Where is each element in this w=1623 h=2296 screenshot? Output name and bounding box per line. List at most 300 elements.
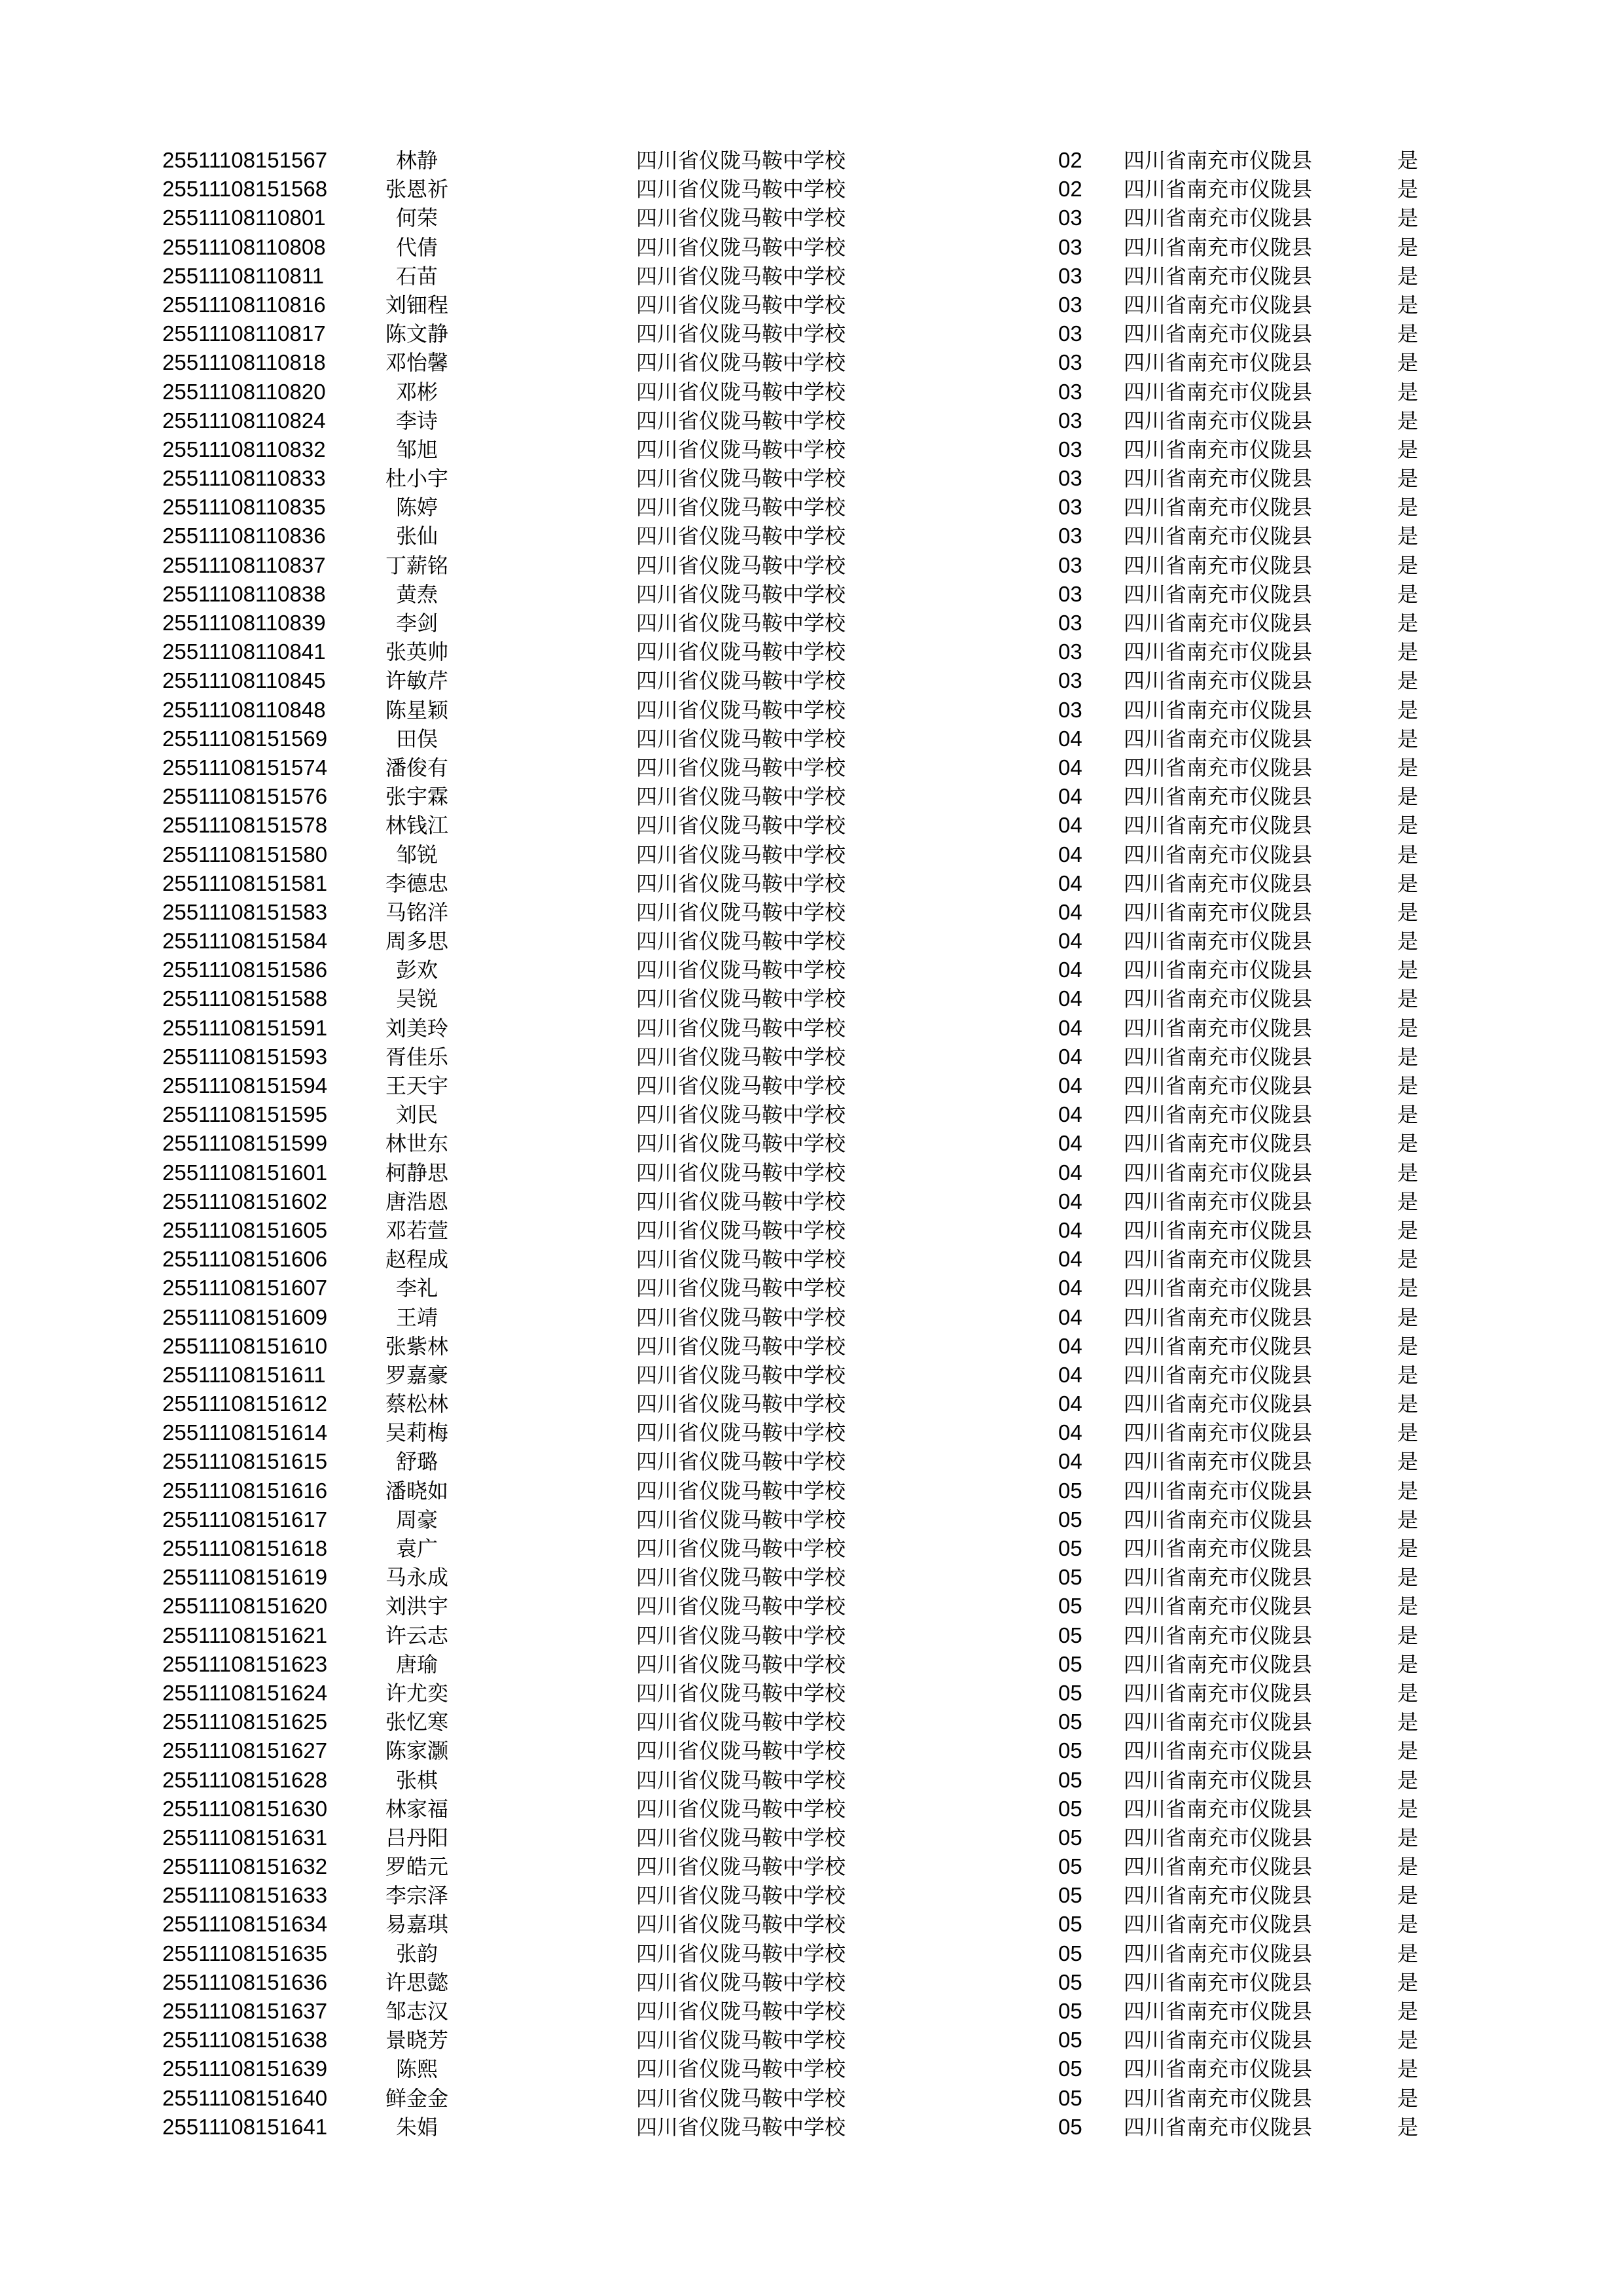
- table-row: [0, 984, 1623, 1013]
- table-row: [0, 2084, 1623, 2113]
- region-cell: 四川省南充市仪陇县: [1124, 726, 1313, 751]
- table-row: [0, 464, 1623, 493]
- class-number-cell: 03: [1058, 697, 1082, 722]
- exam-id-cell: 25511108151574: [162, 755, 328, 780]
- class-number-cell: 03: [1058, 437, 1082, 461]
- eligibility-flag-cell: 是: [1397, 1015, 1419, 1041]
- school-cell: 四川省仪陇马鞍中学校: [636, 1131, 846, 1157]
- table-row: [0, 319, 1623, 348]
- school-cell: 四川省仪陇马鞍中学校: [636, 1912, 846, 1937]
- eligibility-flag-cell: 是: [1397, 870, 1419, 896]
- table-row: [0, 1736, 1623, 1765]
- school-cell: 四川省仪陇马鞍中学校: [636, 350, 846, 376]
- class-number-cell: 03: [1058, 263, 1082, 288]
- region-cell: 四川省南充市仪陇县: [1124, 177, 1313, 202]
- school-cell: 四川省仪陇马鞍中学校: [636, 668, 846, 694]
- class-number-cell: 05: [1058, 2085, 1082, 2110]
- exam-id-cell: 25511108110841: [162, 639, 326, 664]
- exam-id-cell: 25511108151638: [162, 2028, 328, 2053]
- school-cell: 四川省仪陇马鞍中学校: [636, 1044, 846, 1069]
- exam-id-cell: 25511108151632: [162, 1854, 328, 1879]
- eligibility-flag-cell: 是: [1397, 206, 1419, 231]
- eligibility-flag-cell: 是: [1397, 1623, 1419, 1648]
- student-name-cell: 李宗泽: [385, 1883, 448, 1909]
- school-cell: 四川省仪陇马鞍中学校: [636, 1738, 846, 1764]
- class-number-cell: 03: [1058, 379, 1082, 404]
- school-cell: 四川省仪陇马鞍中学校: [636, 1304, 846, 1330]
- eligibility-flag-cell: 是: [1397, 1478, 1419, 1503]
- eligibility-flag-cell: 是: [1397, 2114, 1419, 2140]
- eligibility-flag-cell: 是: [1397, 1738, 1419, 1764]
- exam-id-cell: 25511108151634: [162, 1912, 328, 1937]
- student-name-cell: 景晓芳: [385, 2028, 448, 2053]
- school-cell: 四川省仪陇马鞍中学校: [636, 1565, 846, 1590]
- region-cell: 四川省南充市仪陇县: [1124, 1536, 1313, 1561]
- student-name-cell: 马永成: [385, 1565, 448, 1590]
- region-cell: 四川省南充市仪陇县: [1124, 755, 1313, 780]
- table-row: [0, 1852, 1623, 1881]
- class-number-cell: 05: [1058, 1912, 1082, 1937]
- table-row: [0, 1274, 1623, 1302]
- student-name-cell: 李礼: [395, 1276, 438, 1301]
- table-row: [0, 956, 1623, 984]
- class-number-cell: 04: [1058, 899, 1082, 924]
- school-cell: 四川省仪陇马鞍中学校: [636, 639, 846, 665]
- school-cell: 四川省仪陇马鞍中学校: [636, 1333, 846, 1359]
- class-number-cell: 05: [1058, 1623, 1082, 1647]
- exam-id-cell: 25511108151631: [162, 1825, 328, 1850]
- class-number-cell: 05: [1058, 1594, 1082, 1619]
- region-cell: 四川省南充市仪陇县: [1124, 1131, 1313, 1157]
- region-cell: 四川省南充市仪陇县: [1124, 697, 1313, 723]
- table-row: [0, 1795, 1623, 1823]
- school-cell: 四川省仪陇马鞍中学校: [636, 1276, 846, 1301]
- exam-id-cell: 25511108151591: [162, 1015, 328, 1040]
- region-cell: 四川省南充市仪陇县: [1124, 1420, 1313, 1446]
- class-number-cell: 04: [1058, 1073, 1082, 1098]
- school-cell: 四川省仪陇马鞍中学校: [636, 2085, 846, 2111]
- eligibility-flag-cell: 是: [1397, 1160, 1419, 1185]
- table-row: [0, 666, 1623, 695]
- table-row: [0, 637, 1623, 666]
- eligibility-flag-cell: 是: [1397, 899, 1419, 925]
- class-number-cell: 04: [1058, 1131, 1082, 1156]
- school-cell: 四川省仪陇马鞍中学校: [636, 148, 846, 173]
- eligibility-flag-cell: 是: [1397, 1969, 1419, 1995]
- eligibility-flag-cell: 是: [1397, 2085, 1419, 2111]
- school-cell: 四川省仪陇马鞍中学校: [636, 1680, 846, 1706]
- class-number-cell: 05: [1058, 1883, 1082, 1908]
- region-cell: 四川省南充市仪陇县: [1124, 2028, 1313, 2053]
- eligibility-flag-cell: 是: [1397, 1796, 1419, 1821]
- eligibility-flag-cell: 是: [1397, 1941, 1419, 1966]
- exam-id-cell: 25511108110837: [162, 552, 326, 577]
- school-cell: 四川省仪陇马鞍中学校: [636, 726, 846, 751]
- exam-id-cell: 25511108151640: [162, 2085, 328, 2110]
- exam-id-cell: 25511108151625: [162, 1710, 328, 1734]
- eligibility-flag-cell: 是: [1397, 1304, 1419, 1330]
- class-number-cell: 03: [1058, 350, 1082, 375]
- exam-id-cell: 25511108151615: [162, 1449, 328, 1474]
- table-row: [0, 869, 1623, 898]
- exam-id-cell: 25511108151635: [162, 1941, 328, 1965]
- student-name-cell: 朱娟: [395, 2114, 438, 2140]
- exam-id-cell: 25511108151628: [162, 1767, 328, 1792]
- eligibility-flag-cell: 是: [1397, 813, 1419, 838]
- school-cell: 四川省仪陇马鞍中学校: [636, 1594, 846, 1619]
- school-cell: 四川省仪陇马鞍中学校: [636, 2114, 846, 2140]
- eligibility-flag-cell: 是: [1397, 1276, 1419, 1301]
- table-row: [0, 1823, 1623, 1852]
- table-row: [0, 1390, 1623, 1418]
- class-number-cell: 04: [1058, 1333, 1082, 1358]
- region-cell: 四川省南充市仪陇县: [1124, 1478, 1313, 1503]
- table-row: [0, 1303, 1623, 1332]
- region-cell: 四川省南充市仪陇县: [1124, 1565, 1313, 1590]
- table-row: [0, 898, 1623, 927]
- student-name-cell: 刘洪宇: [385, 1594, 448, 1619]
- school-cell: 四川省仪陇马鞍中学校: [636, 1420, 846, 1446]
- eligibility-flag-cell: 是: [1397, 524, 1419, 549]
- student-name-cell: 吕丹阳: [385, 1825, 448, 1850]
- eligibility-flag-cell: 是: [1397, 234, 1419, 260]
- exam-id-cell: 25511108110845: [162, 668, 326, 693]
- region-cell: 四川省南充市仪陇县: [1124, 2056, 1313, 2082]
- class-number-cell: 02: [1058, 177, 1082, 202]
- class-number-cell: 04: [1058, 1362, 1082, 1387]
- region-cell: 四川省南充市仪陇县: [1124, 437, 1313, 462]
- exam-id-cell: 25511108110832: [162, 437, 326, 461]
- exam-id-cell: 25511108151620: [162, 1594, 328, 1619]
- region-cell: 四川省南充市仪陇县: [1124, 2114, 1313, 2140]
- exam-id-cell: 25511108110808: [162, 234, 326, 259]
- class-number-cell: 04: [1058, 1217, 1082, 1242]
- region-cell: 四川省南充市仪陇县: [1124, 870, 1313, 896]
- table-row: [0, 609, 1623, 637]
- class-number-cell: 03: [1058, 639, 1082, 664]
- school-cell: 四川省仪陇马鞍中学校: [636, 1073, 846, 1098]
- exam-id-cell: 25511108151595: [162, 1102, 328, 1127]
- class-number-cell: 05: [1058, 1536, 1082, 1560]
- student-name-cell: 张韵: [395, 1941, 438, 1966]
- student-name-cell: 赵程成: [385, 1247, 448, 1272]
- school-cell: 四川省仪陇马鞍中学校: [636, 1160, 846, 1185]
- eligibility-flag-cell: 是: [1397, 1247, 1419, 1272]
- school-cell: 四川省仪陇马鞍中学校: [636, 755, 846, 780]
- region-cell: 四川省南充市仪陇县: [1124, 1073, 1313, 1098]
- eligibility-flag-cell: 是: [1397, 1044, 1419, 1069]
- exam-id-cell: 25511108110836: [162, 524, 326, 548]
- table-row: [0, 1650, 1623, 1679]
- student-name-cell: 邓彬: [395, 379, 438, 404]
- region-cell: 四川省南充市仪陇县: [1124, 1969, 1313, 1995]
- school-cell: 四川省仪陇马鞍中学校: [636, 524, 846, 549]
- student-name-cell: 刘民: [395, 1102, 438, 1128]
- eligibility-flag-cell: 是: [1397, 1449, 1419, 1475]
- student-name-cell: 周多思: [385, 929, 448, 954]
- school-cell: 四川省仪陇马鞍中学校: [636, 813, 846, 838]
- school-cell: 四川省仪陇马鞍中学校: [636, 1999, 846, 2024]
- table-row: [0, 1708, 1623, 1736]
- exam-id-cell: 25511108110824: [162, 408, 326, 433]
- region-cell: 四川省南充市仪陇县: [1124, 639, 1313, 665]
- table-row: [0, 782, 1623, 811]
- eligibility-flag-cell: 是: [1397, 1825, 1419, 1850]
- class-number-cell: 05: [1058, 1796, 1082, 1821]
- table-row: [0, 725, 1623, 753]
- school-cell: 四川省仪陇马鞍中学校: [636, 552, 846, 578]
- school-cell: 四川省仪陇马鞍中学校: [636, 1825, 846, 1850]
- student-name-cell: 唐浩恩: [385, 1189, 448, 1214]
- table-row: [0, 2026, 1623, 2054]
- student-name-cell: 陈文静: [385, 321, 448, 347]
- region-cell: 四川省南充市仪陇县: [1124, 1333, 1313, 1359]
- exam-id-cell: 25511108151601: [162, 1160, 328, 1185]
- table-row: [0, 1332, 1623, 1361]
- table-row: [0, 840, 1623, 869]
- student-name-cell: 王靖: [395, 1304, 438, 1330]
- student-name-cell: 潘俊有: [385, 755, 448, 780]
- eligibility-flag-cell: 是: [1397, 1680, 1419, 1706]
- student-name-cell: 许敏芹: [385, 668, 448, 694]
- eligibility-flag-cell: 是: [1397, 986, 1419, 1012]
- eligibility-flag-cell: 是: [1397, 958, 1419, 983]
- exam-id-cell: 25511108110839: [162, 611, 326, 635]
- class-number-cell: 05: [1058, 1651, 1082, 1676]
- school-cell: 四川省仪陇马鞍中学校: [636, 986, 846, 1012]
- table-row: [0, 146, 1623, 175]
- table-row: [0, 927, 1623, 956]
- class-number-cell: 04: [1058, 1160, 1082, 1185]
- region-cell: 四川省南充市仪陇县: [1124, 234, 1313, 260]
- student-name-cell: 丁薪铭: [385, 552, 448, 578]
- exam-id-cell: 25511108151616: [162, 1478, 328, 1503]
- table-row: [0, 204, 1623, 232]
- class-number-cell: 04: [1058, 958, 1082, 982]
- exam-id-cell: 25511108151607: [162, 1276, 328, 1300]
- exam-id-cell: 25511108151617: [162, 1507, 328, 1532]
- eligibility-flag-cell: 是: [1397, 1102, 1419, 1128]
- school-cell: 四川省仪陇马鞍中学校: [636, 1189, 846, 1214]
- student-name-cell: 李剑: [395, 611, 438, 636]
- class-number-cell: 05: [1058, 1478, 1082, 1503]
- exam-id-cell: 25511108110817: [162, 321, 326, 346]
- student-name-cell: 石苗: [395, 263, 438, 289]
- eligibility-flag-cell: 是: [1397, 611, 1419, 636]
- class-number-cell: 03: [1058, 524, 1082, 548]
- region-cell: 四川省南充市仪陇县: [1124, 1015, 1313, 1041]
- table-row: [0, 1447, 1623, 1476]
- table-row: [0, 1216, 1623, 1245]
- exam-id-cell: 25511108151639: [162, 2056, 328, 2081]
- class-number-cell: 03: [1058, 206, 1082, 230]
- table-row: [0, 1621, 1623, 1650]
- eligibility-flag-cell: 是: [1397, 1854, 1419, 1880]
- school-cell: 四川省仪陇马鞍中学校: [636, 1217, 846, 1243]
- eligibility-flag-cell: 是: [1397, 639, 1419, 665]
- eligibility-flag-cell: 是: [1397, 177, 1419, 202]
- student-name-cell: 罗皓元: [385, 1854, 448, 1880]
- school-cell: 四川省仪陇马鞍中学校: [636, 263, 846, 289]
- school-cell: 四川省仪陇马鞍中学校: [636, 1391, 846, 1417]
- exam-id-cell: 25511108151569: [162, 726, 328, 751]
- student-name-cell: 邓若萱: [385, 1217, 448, 1243]
- school-cell: 四川省仪陇马鞍中学校: [636, 1015, 846, 1041]
- student-name-cell: 周豪: [395, 1507, 438, 1532]
- eligibility-flag-cell: 是: [1397, 1362, 1419, 1388]
- exam-id-cell: 25511108151610: [162, 1333, 328, 1358]
- table-row: [0, 348, 1623, 377]
- table-row: [0, 1043, 1623, 1071]
- class-number-cell: 05: [1058, 2056, 1082, 2081]
- region-cell: 四川省南充市仪陇县: [1124, 350, 1313, 376]
- table-row: [0, 1071, 1623, 1100]
- table-row: [0, 233, 1623, 262]
- class-number-cell: 04: [1058, 870, 1082, 895]
- school-cell: 四川省仪陇马鞍中学校: [636, 1102, 846, 1128]
- region-cell: 四川省南充市仪陇县: [1124, 379, 1313, 404]
- student-name-cell: 杜小宇: [385, 466, 448, 492]
- table-row: [0, 1187, 1623, 1216]
- region-cell: 四川省南充市仪陇县: [1124, 1160, 1313, 1185]
- exam-id-cell: 25511108110835: [162, 495, 326, 520]
- exam-id-cell: 25511108151581: [162, 870, 328, 895]
- region-cell: 四川省南充市仪陇县: [1124, 581, 1313, 607]
- school-cell: 四川省仪陇马鞍中学校: [636, 2056, 846, 2082]
- table-row: [0, 580, 1623, 609]
- eligibility-flag-cell: 是: [1397, 1565, 1419, 1590]
- student-name-cell: 何荣: [395, 206, 438, 231]
- class-number-cell: 05: [1058, 2028, 1082, 2053]
- eligibility-flag-cell: 是: [1397, 495, 1419, 520]
- region-cell: 四川省南充市仪陇县: [1124, 466, 1313, 492]
- school-cell: 四川省仪陇马鞍中学校: [636, 842, 846, 867]
- region-cell: 四川省南充市仪陇县: [1124, 784, 1313, 810]
- region-cell: 四川省南充市仪陇县: [1124, 1247, 1313, 1272]
- exam-id-cell: 25511108151605: [162, 1217, 328, 1242]
- exam-id-cell: 25511108110811: [162, 263, 325, 288]
- exam-id-cell: 25511108110838: [162, 581, 326, 606]
- student-roster-table: [0, 146, 1623, 2142]
- student-name-cell: 张紫林: [385, 1333, 448, 1359]
- exam-id-cell: 25511108151583: [162, 899, 328, 924]
- student-name-cell: 蔡松林: [385, 1391, 448, 1417]
- region-cell: 四川省南充市仪陇县: [1124, 1304, 1313, 1330]
- class-number-cell: 02: [1058, 148, 1082, 172]
- region-cell: 四川省南充市仪陇县: [1124, 1362, 1313, 1388]
- class-number-cell: 03: [1058, 466, 1082, 491]
- table-row: [0, 1477, 1623, 1505]
- table-row: [0, 1910, 1623, 1939]
- school-cell: 四川省仪陇马鞍中学校: [636, 1854, 846, 1880]
- region-cell: 四川省南充市仪陇县: [1124, 668, 1313, 694]
- student-name-cell: 田俣: [395, 726, 438, 751]
- region-cell: 四川省南充市仪陇县: [1124, 1680, 1313, 1706]
- class-number-cell: 03: [1058, 611, 1082, 635]
- class-number-cell: 05: [1058, 1854, 1082, 1879]
- region-cell: 四川省南充市仪陇县: [1124, 292, 1313, 317]
- eligibility-flag-cell: 是: [1397, 726, 1419, 751]
- exam-id-cell: 25511108151612: [162, 1391, 328, 1416]
- student-name-cell: 林静: [395, 148, 438, 173]
- region-cell: 四川省南充市仪陇县: [1124, 1391, 1313, 1417]
- eligibility-flag-cell: 是: [1397, 379, 1419, 404]
- school-cell: 四川省仪陇马鞍中学校: [636, 206, 846, 231]
- exam-id-cell: 25511108151606: [162, 1247, 328, 1272]
- region-cell: 四川省南充市仪陇县: [1124, 1941, 1313, 1966]
- exam-id-cell: 25511108151586: [162, 958, 328, 982]
- class-number-cell: 04: [1058, 1247, 1082, 1272]
- table-row: [0, 696, 1623, 725]
- class-number-cell: 03: [1058, 495, 1082, 520]
- region-cell: 四川省南充市仪陇县: [1124, 1854, 1313, 1880]
- school-cell: 四川省仪陇马鞍中学校: [636, 1623, 846, 1648]
- student-name-cell: 马铭洋: [385, 899, 448, 925]
- region-cell: 四川省南充市仪陇县: [1124, 1217, 1313, 1243]
- student-name-cell: 许尤奕: [385, 1680, 448, 1706]
- class-number-cell: 05: [1058, 2114, 1082, 2139]
- eligibility-flag-cell: 是: [1397, 581, 1419, 607]
- school-cell: 四川省仪陇马鞍中学校: [636, 929, 846, 954]
- region-cell: 四川省南充市仪陇县: [1124, 986, 1313, 1012]
- exam-id-cell: 25511108110848: [162, 697, 326, 722]
- eligibility-flag-cell: 是: [1397, 1767, 1419, 1793]
- table-row: [0, 1563, 1623, 1592]
- student-name-cell: 柯静思: [385, 1160, 448, 1185]
- eligibility-flag-cell: 是: [1397, 697, 1419, 723]
- exam-id-cell: 25511108151614: [162, 1420, 328, 1445]
- eligibility-flag-cell: 是: [1397, 321, 1419, 347]
- student-name-cell: 张恩祈: [385, 177, 448, 202]
- table-row: [0, 1592, 1623, 1621]
- table-row: [0, 1245, 1623, 1274]
- region-cell: 四川省南充市仪陇县: [1124, 1102, 1313, 1128]
- school-cell: 四川省仪陇马鞍中学校: [636, 1362, 846, 1388]
- region-cell: 四川省南充市仪陇县: [1124, 1883, 1313, 1909]
- region-cell: 四川省南充市仪陇县: [1124, 611, 1313, 636]
- school-cell: 四川省仪陇马鞍中学校: [636, 1536, 846, 1561]
- exam-id-cell: 25511108110818: [162, 350, 326, 375]
- table-row: [0, 1418, 1623, 1447]
- table-row: [0, 262, 1623, 291]
- table-row: [0, 1679, 1623, 1708]
- region-cell: 四川省南充市仪陇县: [1124, 1189, 1313, 1214]
- school-cell: 四川省仪陇马鞍中学校: [636, 899, 846, 925]
- exam-id-cell: 25511108151584: [162, 929, 328, 954]
- table-row: [0, 551, 1623, 580]
- region-cell: 四川省南充市仪陇县: [1124, 842, 1313, 867]
- student-name-cell: 陈婷: [395, 495, 438, 520]
- exam-id-cell: 25511108151594: [162, 1073, 328, 1098]
- exam-id-cell: 25511108151588: [162, 986, 328, 1011]
- student-name-cell: 邹锐: [395, 842, 438, 867]
- school-cell: 四川省仪陇马鞍中学校: [636, 1247, 846, 1272]
- student-name-cell: 刘钿程: [385, 292, 448, 317]
- table-row: [0, 1100, 1623, 1129]
- eligibility-flag-cell: 是: [1397, 929, 1419, 954]
- table-row: [0, 1361, 1623, 1390]
- student-name-cell: 鲜金金: [385, 2085, 448, 2111]
- exam-id-cell: 25511108151609: [162, 1304, 328, 1329]
- table-row: [0, 435, 1623, 464]
- school-cell: 四川省仪陇马鞍中学校: [636, 292, 846, 317]
- student-name-cell: 潘晓如: [385, 1478, 448, 1503]
- region-cell: 四川省南充市仪陇县: [1124, 524, 1313, 549]
- exam-id-cell: 25511108110833: [162, 466, 326, 491]
- school-cell: 四川省仪陇马鞍中学校: [636, 1941, 846, 1966]
- school-cell: 四川省仪陇马鞍中学校: [636, 177, 846, 202]
- class-number-cell: 04: [1058, 755, 1082, 780]
